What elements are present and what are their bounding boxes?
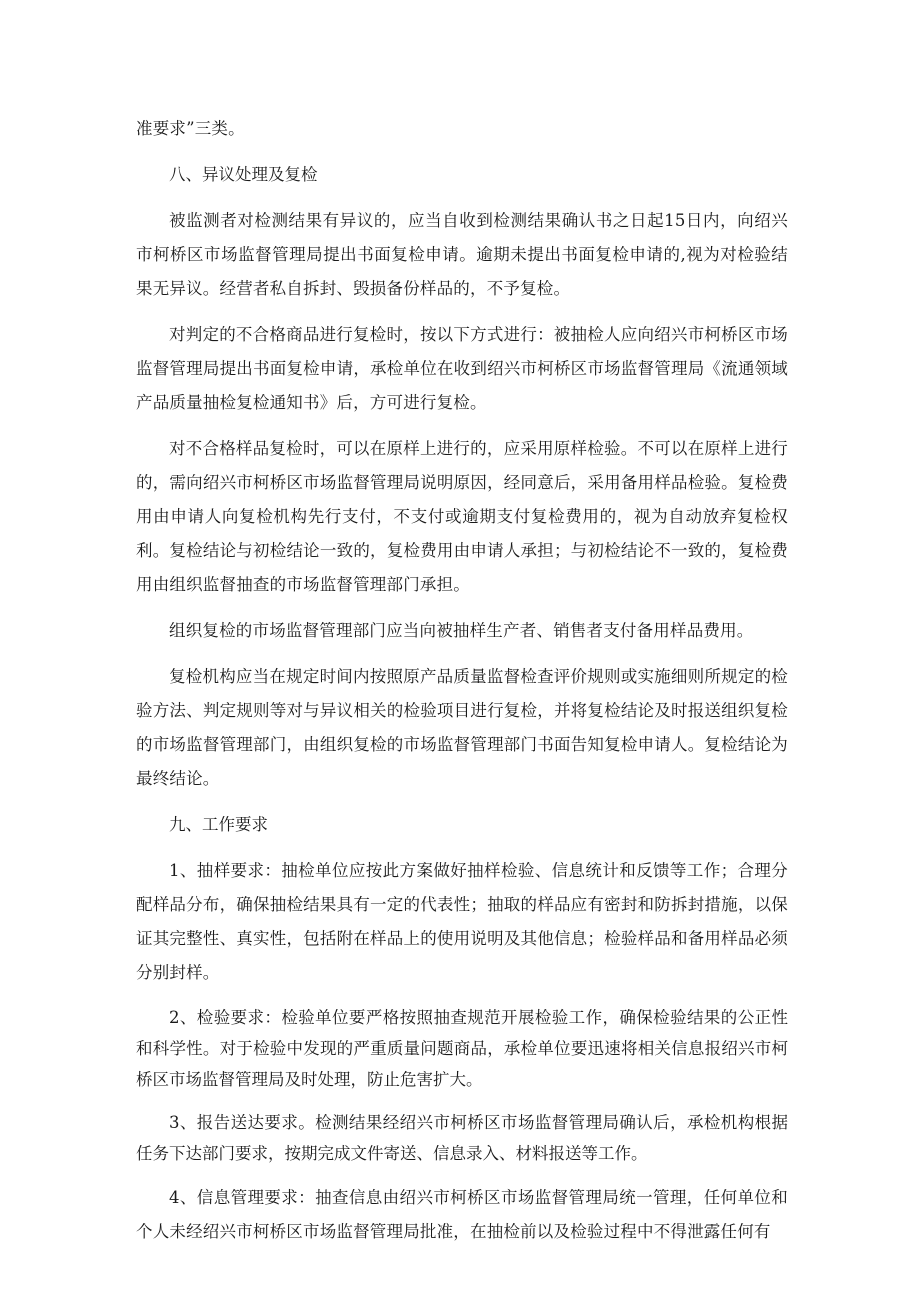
document-body xyxy=(136,112,788,1261)
paragraph-recheck-procedure: 对判定的不合格商品进行复检时，按以下方式进行：被抽检人应向绍兴市柯桥区市场监督管理局提出书面复检申请，承检单位在收到绍兴市柯桥区市场监督管理局《流通领域产品质量抽检复检通知书》后，方可进行复检。 xyxy=(136,325,788,412)
paragraph-inspection-requirement: 2、检验要求：检验单位要严格按照抽查规范开展检验工作，确保检验结果的公正性和科学性。对于检验中发现的严重质量问题商品，承检单位要迅速将相关信息报绍兴市柯桥区市场监督管理局及时处理，防止危害扩大。 xyxy=(136,1008,788,1089)
paragraph-recheck-sample: 对不合格样品复检时，可以在原样上进行的，应采用原样检验。不可以在原样上进行的，需向绍兴市柯桥区市场监督管理局说明原因，经同意后，采用备用样品检验。复检费用由申请人向复检机构先行支付，不支付或逾期支付复检费用的，视为自动放弃复检权利。复检结论与初检结论一致的，复检费用由申请人承担；与初检结论不一致的，复检费用由组织监督抽查的市场监督管理部门承担。 xyxy=(136,439,788,594)
paragraph-recheck-institution: 复检机构应当在规定时间内按照原产品质量监督检查评价规则或实施细则所规定的检验方法、判定规则等对与异议相关的检验项目进行复检，并将复检结论及时报送组织复检的市场监督管理部门，由组织复检的市场监督管理部门书面告知复检申请人。复检结论为最终结论。 xyxy=(136,667,788,788)
paragraph-continuation: 准要求”三类。 xyxy=(136,119,245,138)
paragraph-sampling-requirement: 1、抽样要求：抽检单位应按此方案做好抽样检验、信息统计和反馈等工作；合理分配样品分布，确保抽检结果具有一定的代表性；抽取的样品应有密封和防拆封措施，以保证其完整性、真实性，包括附在样品上的使用说明及其他信息；检验样品和备用样品必须分别封样。 xyxy=(136,861,788,982)
section-heading-work-requirements: 九、工作要求 xyxy=(169,815,268,834)
section-heading-objection-recheck: 八、异议处理及复检 xyxy=(169,165,318,184)
paragraph-report-delivery: 3、报告送达要求。检测结果经绍兴市柯桥区市场监督管理局确认后，承检机构根据任务下达部门要求，按期完成文件寄送、信息录入、材料报送等工作。 xyxy=(136,1113,788,1163)
paragraph-objection-deadline: 被监测者对检测结果有异议的，应当自收到检测结果确认书之日起15日内，向绍兴市柯桥区市场监督管理局提出书面复检申请。逾期未提出书面复检申请的,视为对检验结果无异议。经营者私自拆封、毁损备份样品的，不予复检。 xyxy=(136,211,788,298)
paragraph-sample-fee: 组织复检的市场监督管理部门应当向被抽样生产者、销售者支付备用样品费用。 xyxy=(169,621,754,640)
paragraph-information-management: 4、信息管理要求：抽查信息由绍兴市柯桥区市场监督管理局统一管理，任何单位和个人未经绍兴市柯桥区市场监督管理局批准，在抽检前以及检验过程中不得泄露任何有 xyxy=(136,1188,788,1241)
